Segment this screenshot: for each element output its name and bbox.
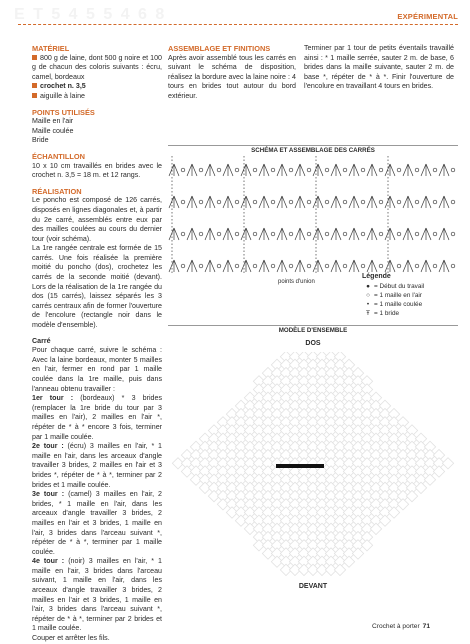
chain-mark [451,264,455,268]
stitch-mark [264,164,269,176]
stitch-mark [426,164,431,176]
stitch-mark [277,196,282,208]
stitch-mark [354,260,359,272]
chain-mark [415,168,419,172]
stitch-mark [295,196,300,208]
crochet-chart [168,156,460,274]
chain-mark [451,168,455,172]
couper-text: Couper et arrêter les fils. [32,634,110,643]
stitch-mark [210,164,215,176]
point-item: Bride [32,136,49,145]
legend-item: • = 1 maille coulée [362,300,462,309]
carre-intro: Pour chaque carré, suivre le schéma : Avec la laine bordeaux, monter 5 mailles en l'air, fermer en rond par 1 maille coulée dans la 1re maille, puis dans l'anneau obtenu travailler : [32,346,162,393]
chain-mark [235,232,239,236]
stitch-mark [282,196,287,208]
stitch-mark [444,164,449,176]
chain-mark [343,200,347,204]
stitch-mark [403,196,408,208]
stitch-mark [367,260,372,272]
stitch-mark [439,228,444,240]
finitions-text: Terminer par 1 tour de petits éventails travaillé ainsi : * 1 maille serrée, sauter 2 m. de base, 6 brides dans la maille suivante, sauter 2 m. de base *, répéter de * à *. Finir l'ouverture de l'encolure en travaillant 4 tours en brides. [304,44,454,91]
realisation-heading: RÉALISATION [32,186,82,196]
stitch-mark [174,196,179,208]
stitch-mark [421,196,426,208]
stitch-mark [331,196,336,208]
chain-mark [415,264,419,268]
chain-mark [397,168,401,172]
stitch-mark [367,164,372,176]
stitch-mark [367,228,372,240]
stitch-mark [313,196,318,208]
stitch-mark [408,164,413,176]
stitch-mark [318,164,323,176]
stitch-mark [259,260,264,272]
stitch-mark [228,260,233,272]
poncho-square [334,564,345,575]
chain-mark [271,168,275,172]
chain-mark [397,232,401,236]
stitch-mark [241,228,246,240]
stitch-mark [223,196,228,208]
stitch-mark [336,228,341,240]
schema-divider [168,145,458,146]
stitch-mark [354,164,359,176]
chain-mark [343,264,347,268]
stitch-mark [408,228,413,240]
stitch-mark [336,260,341,272]
chain-mark [325,168,329,172]
chain-mark [199,264,203,268]
stitch-mark [282,228,287,240]
chain-mark [289,200,293,204]
tour-2: 2e tour : (écru) 3 mailles en l'air, * 1 maille en l'air, dans les arceaux d'angle travailler 3 brides, 2 mailles en l'air et 3 brides *, répéter de * à *, terminer par 2 brides et 1 maille coulée. [32,442,163,489]
stitch-mark [228,228,233,240]
poncho-square [379,515,390,526]
echantillon-heading: ÉCHANTILLON [32,151,85,161]
chain-mark [253,232,257,236]
poncho-square [424,474,435,485]
stitch-mark [246,228,251,240]
chain-mark [397,200,401,204]
chain-mark [235,200,239,204]
stitch-mark [444,196,449,208]
page-footer [372,623,430,630]
chain-mark [217,232,221,236]
modele-divider [168,325,458,326]
stitch-mark [331,228,336,240]
poncho-square [370,523,381,534]
stitch-mark [174,164,179,176]
schema-title: SCHÉMA ET ASSEMBLAGE DES CARRÉS [251,147,375,154]
chain-mark [451,200,455,204]
stitch-mark [426,260,431,272]
devant-label: DEVANT [298,583,328,590]
chain-mark [235,264,239,268]
points-heading: POINTS UTILISÉS [32,107,95,117]
stitch-mark [246,164,251,176]
stitch-mark [187,260,192,272]
chain-mark [181,168,185,172]
stitch-mark [174,260,179,272]
chain-mark [235,168,239,172]
crochet-line: crochet n. 3,5 [32,82,162,92]
stitch-mark [372,228,377,240]
point-item: Maille coulée [32,126,74,135]
slip-stitch-icon: • [366,301,370,308]
stitch-mark [205,228,210,240]
tour-1: 1er tour : (bordeaux) * 3 brides (remplacer la 1re bride du tour par 3 mailles en l'air), 2 mailles en l'air *, répéter de * à * encore 3 fois, terminer par 1 maille coulée. [32,394,162,441]
stitch-mark [223,164,228,176]
legend-item: ○ = 1 maille en l'air [362,291,462,300]
stitch-mark [390,196,395,208]
stitch-mark [408,196,413,208]
start-icon: ● [366,283,370,290]
color-square-icon [32,83,37,88]
materiel-text: 800 g de laine, dont 500 g noire et 100 g de chacun des coloris suivants : écru, camel, bordeaux [32,53,162,81]
chain-mark [325,232,329,236]
legend [362,272,462,318]
poncho-square [442,458,453,469]
stitch-mark [331,260,336,272]
stitch-mark [403,260,408,272]
stitch-mark [426,196,431,208]
chain-mark [253,200,257,204]
stitch-mark [367,196,372,208]
stitch-mark [259,196,264,208]
stitch-mark [354,228,359,240]
stitch-mark [300,228,305,240]
stitch-mark [444,260,449,272]
chain-mark [217,200,221,204]
chain-mark [307,232,311,236]
stitch-mark [349,228,354,240]
stitch-mark [192,164,197,176]
chain-mark [271,232,275,236]
section-label: EXPÉRIMENTAL [397,12,458,21]
tour-3: 3e tour : (camel) 3 mailles en l'air, 2 brides, * 1 maille en l'air, dans les arceaux d'angle travailler 3 brides, 2 mailles en l'air et 3 brides, 1 maille en l'air, 3 brides dans l'arceau suivant *, répéter de * à *, terminer par 1 maille coulée. [32,490,163,556]
stitch-mark [403,228,408,240]
treble-icon: Ŧ [366,310,370,317]
stitch-mark [426,228,431,240]
stitch-mark [439,164,444,176]
modele-title: MODÈLE D'ENSEMBLE [278,327,348,334]
chain-mark [433,264,437,268]
stitch-mark [187,228,192,240]
chain-mark [379,168,383,172]
chain-mark [433,168,437,172]
stitch-mark [264,228,269,240]
stitch-mark [300,164,305,176]
chain-mark [325,200,329,204]
stitch-mark [390,260,395,272]
neckline-opening [276,464,324,468]
stitch-mark [169,260,174,272]
stitch-mark [277,228,282,240]
stitch-mark [349,260,354,272]
chain-mark [199,200,203,204]
stitch-mark [313,228,318,240]
chain-mark [361,200,365,204]
chain-mark [379,232,383,236]
poncho-square [415,482,426,493]
stitch-mark [241,260,246,272]
chain-mark [361,232,365,236]
stitch-mark [192,228,197,240]
stitch-mark [300,260,305,272]
left-column [32,44,162,644]
chain-mark [451,232,455,236]
stitch-mark [169,164,174,176]
stitch-mark [282,164,287,176]
ghost-header-text: E T 5 4 5 5 4 6 8 [14,6,167,23]
stitch-mark [349,164,354,176]
legend-item: ● = Début du travail [362,282,462,291]
point-item: Maille en l'air [32,117,74,126]
stitch-mark [174,228,179,240]
legend-item: Ŧ = 1 bride [362,309,462,318]
chain-mark [415,232,419,236]
poncho-square [361,540,372,551]
stitch-mark [169,228,174,240]
chain-mark [199,232,203,236]
stitch-mark [277,164,282,176]
chain-mark [181,264,185,268]
chain-mark [271,200,275,204]
chain-mark [289,264,293,268]
stitch-mark [223,260,228,272]
carre-heading: Carré [32,336,51,345]
stitch-mark [385,228,390,240]
stitch-mark [421,228,426,240]
materiel-heading: MATÉRIEL [32,44,70,53]
aiguille-line: aiguille à laine [32,92,162,102]
stitch-mark [259,228,264,240]
color-square-icon [32,55,37,60]
chain-mark [217,168,221,172]
chain-mark [433,232,437,236]
chain-mark [433,200,437,204]
stitch-mark [246,196,251,208]
right-column [304,44,454,92]
chain-mark [253,168,257,172]
stitch-mark [264,260,269,272]
stitch-mark [408,260,413,272]
poncho-square [397,499,408,510]
chain-mark [343,168,347,172]
stitch-mark [385,196,390,208]
stitch-mark [228,196,233,208]
stitch-mark [187,164,192,176]
header-divider [18,24,458,25]
middle-column [168,44,296,102]
page-number: 71 [422,623,430,630]
stitch-mark [187,196,192,208]
stitch-mark [318,196,323,208]
chain-mark [325,264,329,268]
poncho-square [352,548,363,559]
chain-mark [199,168,203,172]
chain-mark [361,264,365,268]
stitch-mark [210,228,215,240]
assemblage-text: Après avoir assemblé tous les carrés en suivant le schéma de disposition, réalisez la bordure avec la laine noire : 4 tours en brides tout autour du bord extérieur. [168,53,296,100]
chain-mark [289,232,293,236]
echantillon-text: 10 x 10 cm travaillés en brides avec le crochet n. 3,5 = 18 m. et 12 rangs. [32,161,162,180]
chain-mark [379,200,383,204]
stitch-mark [385,164,390,176]
stitch-mark [385,260,390,272]
chain-mark [181,200,185,204]
stitch-mark [277,260,282,272]
points-union-label: points d'union [278,279,315,285]
color-square-icon [32,93,37,98]
stitch-mark [228,164,233,176]
dos-label: DOS [305,340,321,347]
poncho-square [388,507,399,518]
chain-icon: ○ [366,292,370,299]
chain-mark [181,232,185,236]
stitch-mark [331,164,336,176]
chain-mark [307,264,311,268]
stitch-mark [205,164,210,176]
magazine-name: Crochet à porter [372,623,420,630]
stitch-mark [192,260,197,272]
chain-mark [361,168,365,172]
stitch-mark [223,228,228,240]
stitch-mark [246,260,251,272]
stitch-mark [205,196,210,208]
stitch-mark [169,196,174,208]
stitch-mark [336,164,341,176]
stitch-mark [372,196,377,208]
stitch-mark [318,228,323,240]
stitch-mark [295,228,300,240]
legend-title: Légende [362,273,391,280]
stitch-mark [444,228,449,240]
stitch-mark [318,260,323,272]
stitch-mark [336,196,341,208]
poncho-square [433,466,444,477]
stitch-mark [313,260,318,272]
stitch-mark [295,260,300,272]
stitch-mark [300,196,305,208]
stitch-mark [390,228,395,240]
stitch-mark [439,260,444,272]
chain-mark [217,264,221,268]
poncho-square [406,490,417,501]
stitch-mark [295,164,300,176]
chain-mark [307,200,311,204]
stitch-mark [349,196,354,208]
stitch-mark [192,196,197,208]
realisation-paragraph: La 1re rangée centrale est formée de 15 carrés. Une fois réalisée la première moitié du poncho (dos), crochetez les carrés de la seconde moitié (devant). Lors de la réalisation de la 1re rangée du dos (15 carrés), laissez séparés les 3 carrés centraux afin de former l'ouverture de l'encolure (rectangle noir dans le modèle d'ensemble). [32,244,162,330]
stitch-mark [372,260,377,272]
stitch-mark [439,196,444,208]
stitch-mark [282,260,287,272]
chain-mark [289,168,293,172]
chain-mark [415,200,419,204]
stitch-mark [421,164,426,176]
chain-mark [271,264,275,268]
stitch-mark [210,196,215,208]
chain-mark [379,264,383,268]
chain-mark [253,264,257,268]
realisation-paragraph: Le poncho est composé de 126 carrés, disposés en lignes diagonales et, à partir du 2e carré, assemblés entre eux par des mailles coulées au cours du dernier tour (voir schéma). [32,196,162,243]
stitch-mark [241,196,246,208]
stitch-mark [205,260,210,272]
stitch-mark [403,164,408,176]
stitch-mark [259,164,264,176]
stitch-mark [210,260,215,272]
stitch-mark [421,260,426,272]
poncho-square [343,556,354,567]
chain-mark [397,264,401,268]
stitch-mark [372,164,377,176]
tour-4: 4e tour : (noir) 3 mailles en l'air, * 1 maille en l'air, 3 brides dans l'arceau suivant, 1 maille en l'air, dans les arceaux d'angle travailler 3 brides, 2 mailles en l'air et 3 brides, 1 maille en l'air, 3 brides dans l'arceau suivant *, répéter de * à *, terminer par 2 brides et 1 maille coulée. [32,557,163,633]
poncho-diagram [168,352,458,582]
stitch-mark [390,164,395,176]
stitch-mark [241,164,246,176]
chain-mark [343,232,347,236]
stitch-mark [313,164,318,176]
stitch-mark [354,196,359,208]
chain-mark [307,168,311,172]
assemblage-heading: ASSEMBLAGE ET FINITIONS [168,44,271,53]
stitch-mark [264,196,269,208]
